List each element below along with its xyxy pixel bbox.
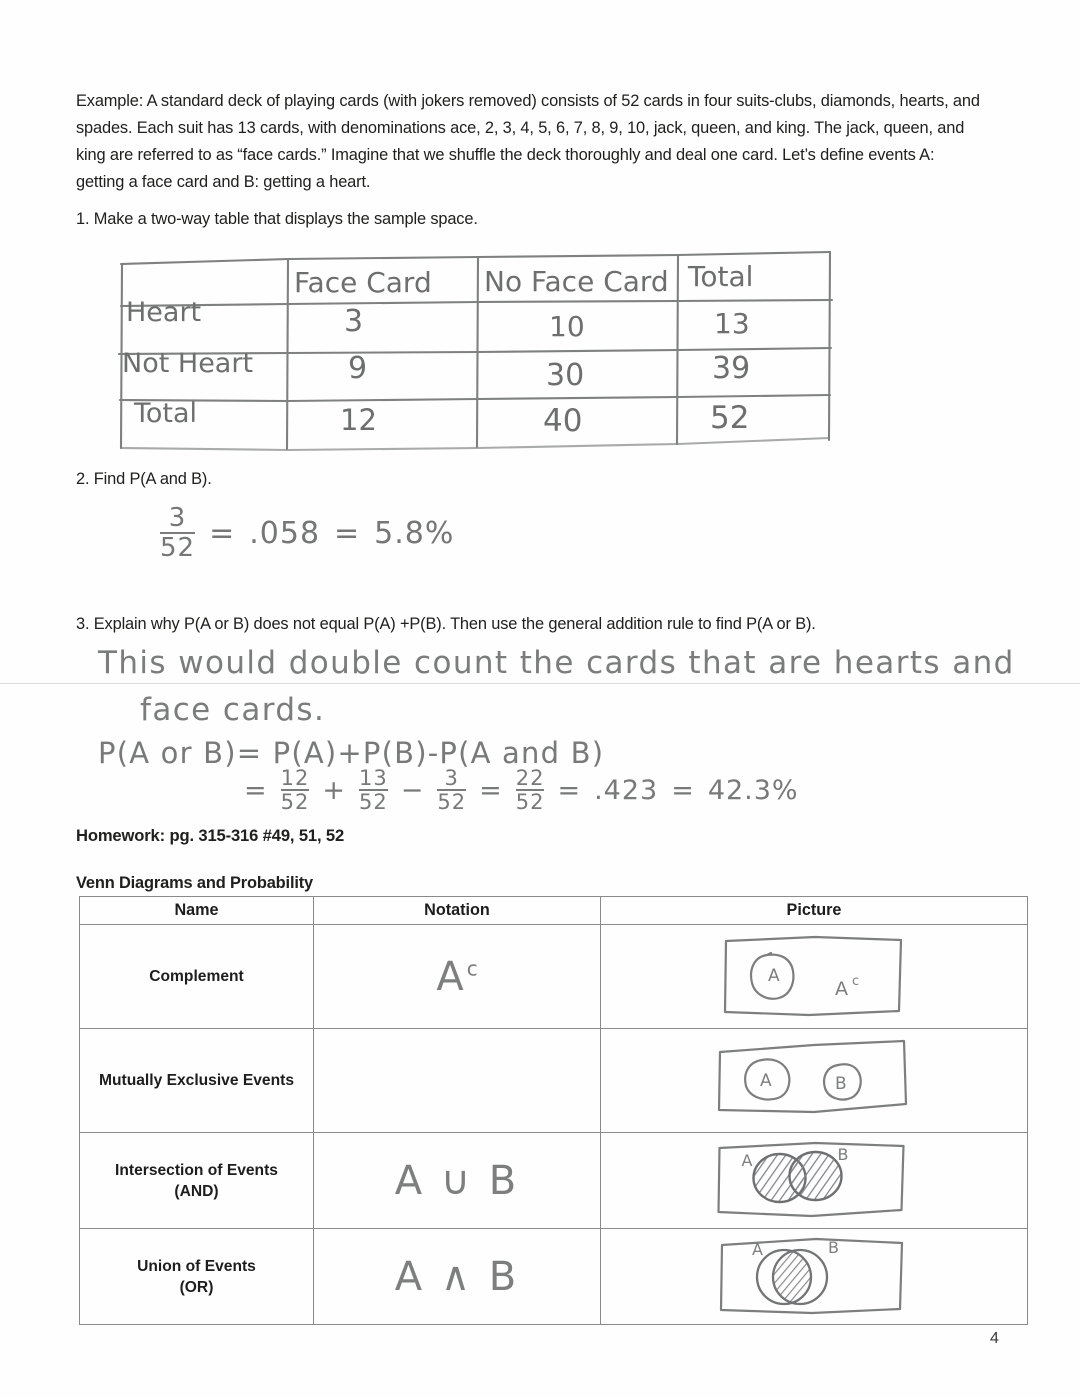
answer-2-equals-1: =	[209, 515, 236, 551]
venn-row-name-mutually-exclusive: Mutually Exclusive Events	[80, 1029, 314, 1133]
ruled-guide-line	[0, 683, 1080, 684]
svg-text:A: A	[768, 965, 780, 986]
svg-text:B: B	[835, 1073, 847, 1094]
venn-row-notation-mutually-exclusive	[314, 1029, 601, 1133]
two-way-col-header-no-face-card: No Face Card	[484, 265, 669, 298]
term-3-numerator: 3	[444, 766, 459, 790]
svg-text:A: A	[835, 977, 848, 1000]
venn-row-picture-mutually-exclusive	[601, 1029, 1028, 1133]
two-way-cell-heart-total: 13	[714, 307, 750, 340]
notation-complement-superscript: c	[466, 956, 478, 981]
two-way-row-label-heart: Heart	[126, 297, 202, 328]
two-way-cell-total-total: 52	[710, 400, 750, 436]
page-number: 4	[990, 1330, 999, 1347]
venn-row-name-intersection	[80, 1133, 314, 1229]
answer-2-numerator: 3	[168, 503, 187, 533]
homework-assignment: Homework: pg. 315-316 #49, 51, 52	[76, 826, 345, 845]
venn-row-picture-intersection	[601, 1133, 1028, 1229]
two-way-row-label-not-heart: Not Heart	[122, 348, 254, 379]
two-way-cell-heart-noface: 10	[549, 310, 585, 343]
question-3-prompt: 3. Explain why P(A or B) does not equal P(A) +P(B). Then use the general addition rule to find P(A or B).	[76, 615, 816, 633]
computation-minus: −	[400, 775, 425, 807]
question-1-prompt: 1. Make a two-way table that displays the sample space.	[76, 210, 478, 228]
question-3-computation-line	[244, 768, 799, 814]
venn-header-picture: Picture	[601, 897, 1028, 925]
venn-row-name-union-line-1: Union of Events	[137, 1257, 256, 1275]
venn-header-notation: Notation	[314, 897, 601, 925]
notation-intersection: A ∪ B	[394, 1157, 520, 1204]
venn-reference-table	[79, 896, 1028, 1325]
computation-equals-mid: =	[479, 775, 503, 807]
answer-2-percent: 5.8%	[374, 515, 455, 551]
two-way-cell-total-noface: 40	[543, 403, 583, 439]
answer-2-fraction	[160, 505, 195, 561]
term-3-denominator: 52	[437, 790, 467, 815]
two-way-cell-notheart-face: 9	[348, 351, 368, 386]
svg-text:A: A	[760, 1070, 772, 1091]
computation-result-fraction	[516, 768, 545, 814]
venn-row-name-union-line-2: (OR)	[179, 1278, 214, 1296]
table-row	[80, 1029, 1028, 1133]
venn-row-notation-complement	[314, 925, 601, 1029]
venn-row-notation-intersection	[314, 1133, 601, 1229]
computation-percent: 42.3%	[707, 775, 799, 807]
question-2-handwritten-answer	[160, 505, 454, 561]
computation-term-1	[281, 768, 310, 814]
svg-text:A: A	[752, 1239, 763, 1259]
answer-2-decimal: .058	[249, 515, 321, 551]
venn-table-header-row	[80, 897, 1028, 925]
question-3-explanation-line-1: This would double count the cards that are hearts and	[98, 645, 1015, 681]
venn-row-picture-complement	[601, 925, 1028, 1029]
computation-equals-end: =	[557, 775, 582, 807]
computation-term-3	[437, 768, 466, 814]
two-way-row-label-total: Total	[134, 398, 198, 429]
answer-2-equals-2: =	[334, 515, 361, 551]
term-2-numerator: 13	[358, 766, 388, 790]
handwritten-two-way-table	[118, 248, 834, 456]
computation-decimal: .423	[594, 775, 659, 807]
term-1-numerator: 12	[280, 766, 310, 790]
venn-row-name-complement: Complement	[80, 925, 314, 1029]
svg-text:B: B	[828, 1237, 839, 1257]
table-row	[80, 1229, 1028, 1325]
computation-equals-final: =	[671, 775, 695, 807]
svg-text:c: c	[852, 973, 860, 989]
two-way-cell-heart-face: 3	[344, 304, 364, 339]
notation-complement	[436, 954, 477, 1000]
venn-header-name: Name	[80, 897, 314, 925]
two-way-cell-total-face: 12	[340, 403, 377, 437]
question-3-general-addition-rule: P(A or B)= P(A)+P(B)-P(A and B)	[98, 736, 605, 770]
term-2-denominator: 52	[358, 790, 388, 815]
svg-text:B: B	[837, 1144, 849, 1164]
computation-plus: +	[322, 775, 346, 807]
table-row	[80, 1133, 1028, 1229]
venn-row-name-intersection-line-2: (AND)	[174, 1182, 219, 1200]
two-way-col-header-total: Total	[688, 260, 754, 293]
computation-equals-lead: =	[244, 775, 268, 807]
answer-2-denominator: 52	[160, 532, 196, 563]
example-paragraph: Example: A standard deck of playing cards (with jokers removed) consists of 52 cards in four suits-clubs, diamonds, hearts, and spades. Each suit has 13 cards, with denominations ace, 2, 3, 4, 5, 6, 7, 8, 9, 10, jack, queen, and king. The jack, queen, and king are referred to as “face cards.” Imagine that we shuffle the deck thoroughly and deal one card. Let’s define events A: getting a face card and B: getting a heart.	[76, 92, 980, 191]
venn-row-name-intersection-line-1: Intersection of Events	[115, 1161, 278, 1179]
term-1-denominator: 52	[280, 790, 310, 815]
computation-term-2	[359, 768, 388, 814]
table-row	[80, 925, 1028, 1029]
venn-row-notation-union	[314, 1229, 601, 1325]
svg-text:A: A	[741, 1150, 753, 1170]
result-numerator: 22	[515, 766, 545, 790]
venn-row-picture-union	[601, 1229, 1028, 1325]
two-way-cell-notheart-total: 39	[712, 351, 751, 386]
notation-complement-base: A	[436, 953, 467, 1000]
question-3-explanation-line-2: face cards.	[140, 692, 326, 728]
venn-row-name-union	[80, 1229, 314, 1325]
two-way-cell-notheart-noface: 30	[546, 358, 585, 393]
venn-section-title: Venn Diagrams and Probability	[76, 874, 314, 892]
two-way-col-header-face-card: Face Card	[294, 266, 432, 299]
result-denominator: 52	[515, 790, 545, 815]
notation-union: A ∧ B	[394, 1253, 520, 1300]
question-2-prompt: 2. Find P(A and B).	[76, 470, 212, 488]
